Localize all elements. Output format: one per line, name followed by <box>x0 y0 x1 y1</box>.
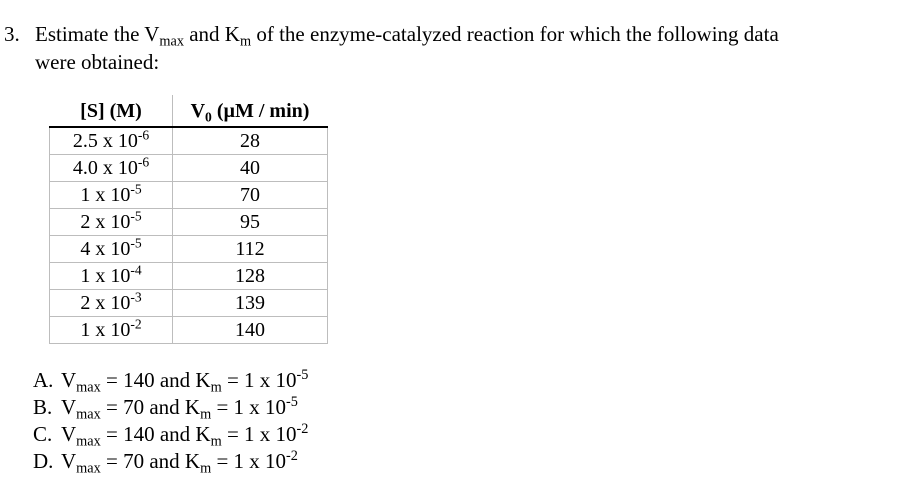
answer-option <box>33 394 308 421</box>
velocity-cell: 112 <box>173 236 328 263</box>
option-k-subscript: m <box>200 460 212 477</box>
header-substrate: [S] (M) <box>50 96 173 128</box>
substrate-mantissa: 2 x 10 <box>80 210 131 233</box>
answer-option <box>33 367 308 394</box>
vmax-subscript: max <box>159 33 184 50</box>
question-stem <box>4 20 904 76</box>
option-k-value: = 1 x 10 <box>211 395 287 419</box>
question-text-part3: of the enzyme-catalyzed reaction for which the following data <box>251 22 779 46</box>
header-velocity <box>173 96 328 128</box>
option-k-exponent: -5 <box>286 394 298 411</box>
substrate-cell <box>50 290 173 317</box>
table-body <box>50 127 328 344</box>
option-v: V <box>61 449 77 473</box>
table-header-row <box>50 96 328 128</box>
velocity-cell: 28 <box>173 127 328 155</box>
option-v: V <box>61 368 77 392</box>
substrate-cell <box>50 182 173 209</box>
table-row <box>50 263 328 290</box>
option-letter: D. <box>33 449 54 473</box>
option-v-subscript: max <box>76 406 101 423</box>
substrate-mantissa: 2 x 10 <box>80 291 131 314</box>
substrate-exponent: -3 <box>130 289 142 305</box>
question-line-1 <box>4 20 904 48</box>
option-v-subscript: max <box>76 433 101 450</box>
answer-option <box>33 448 308 475</box>
option-v-subscript: max <box>76 379 101 396</box>
question-line-2: were obtained: <box>35 50 160 74</box>
header-velocity-units: (µM / min) <box>211 99 310 122</box>
option-k-value: = 1 x 10 <box>211 449 287 473</box>
option-k-value: = 1 x 10 <box>221 422 297 446</box>
option-letter: A. <box>33 368 54 392</box>
question-text-part1: Estimate the V <box>35 22 160 46</box>
option-k-subscript: m <box>200 406 212 423</box>
option-k-subscript: m <box>210 433 222 450</box>
substrate-exponent: -6 <box>137 127 150 143</box>
substrate-cell <box>50 209 173 236</box>
table-row <box>50 209 328 236</box>
velocity-cell: 128 <box>173 263 328 290</box>
substrate-cell <box>50 317 173 344</box>
substrate-mantissa: 1 x 10 <box>80 264 131 287</box>
option-letter: B. <box>33 395 53 419</box>
substrate-cell <box>50 263 173 290</box>
option-letter: C. <box>33 422 53 446</box>
substrate-mantissa: 4.0 x 10 <box>72 156 138 179</box>
option-k-exponent: -5 <box>296 367 309 384</box>
velocity-cell: 70 <box>173 182 328 209</box>
question-number: 3. <box>4 22 20 46</box>
substrate-cell <box>50 155 173 182</box>
km-subscript: m <box>239 33 252 50</box>
velocity-cell: 140 <box>173 317 328 344</box>
option-v: V <box>61 395 77 419</box>
table-row <box>50 182 328 209</box>
option-k-value: = 1 x 10 <box>221 368 297 392</box>
substrate-cell <box>50 127 173 155</box>
substrate-mantissa: 4 x 10 <box>80 237 131 260</box>
substrate-mantissa: 1 x 10 <box>80 318 131 341</box>
option-v-value: = 70 and K <box>100 395 201 419</box>
data-table <box>49 95 328 344</box>
question-text-part2: and K <box>183 22 240 46</box>
substrate-mantissa: 1 x 10 <box>80 183 131 206</box>
option-v-value: = 140 and K <box>100 422 211 446</box>
velocity-cell: 95 <box>173 209 328 236</box>
substrate-exponent: -5 <box>130 208 142 224</box>
option-k-exponent: -2 <box>296 421 309 438</box>
substrate-exponent: -5 <box>130 181 142 197</box>
velocity-cell: 40 <box>173 155 328 182</box>
substrate-exponent: -4 <box>130 262 142 278</box>
header-velocity-sub: 0 <box>205 108 212 124</box>
substrate-exponent: -6 <box>137 154 150 170</box>
table-row <box>50 127 328 155</box>
answer-options <box>33 367 308 475</box>
substrate-exponent: -5 <box>130 235 142 251</box>
substrate-cell <box>50 236 173 263</box>
substrate-exponent: -2 <box>130 316 142 332</box>
option-v: V <box>61 422 77 446</box>
header-velocity-v: V <box>190 99 206 122</box>
option-v-subscript: max <box>76 460 101 477</box>
option-v-value: = 70 and K <box>100 449 201 473</box>
velocity-cell: 139 <box>173 290 328 317</box>
table-row <box>50 155 328 182</box>
substrate-mantissa: 2.5 x 10 <box>72 129 138 152</box>
option-v-value: = 140 and K <box>100 368 211 392</box>
option-k-subscript: m <box>210 379 222 396</box>
table-row <box>50 317 328 344</box>
answer-option <box>33 421 308 448</box>
option-k-exponent: -2 <box>286 448 298 465</box>
table-row <box>50 290 328 317</box>
table-row <box>50 236 328 263</box>
